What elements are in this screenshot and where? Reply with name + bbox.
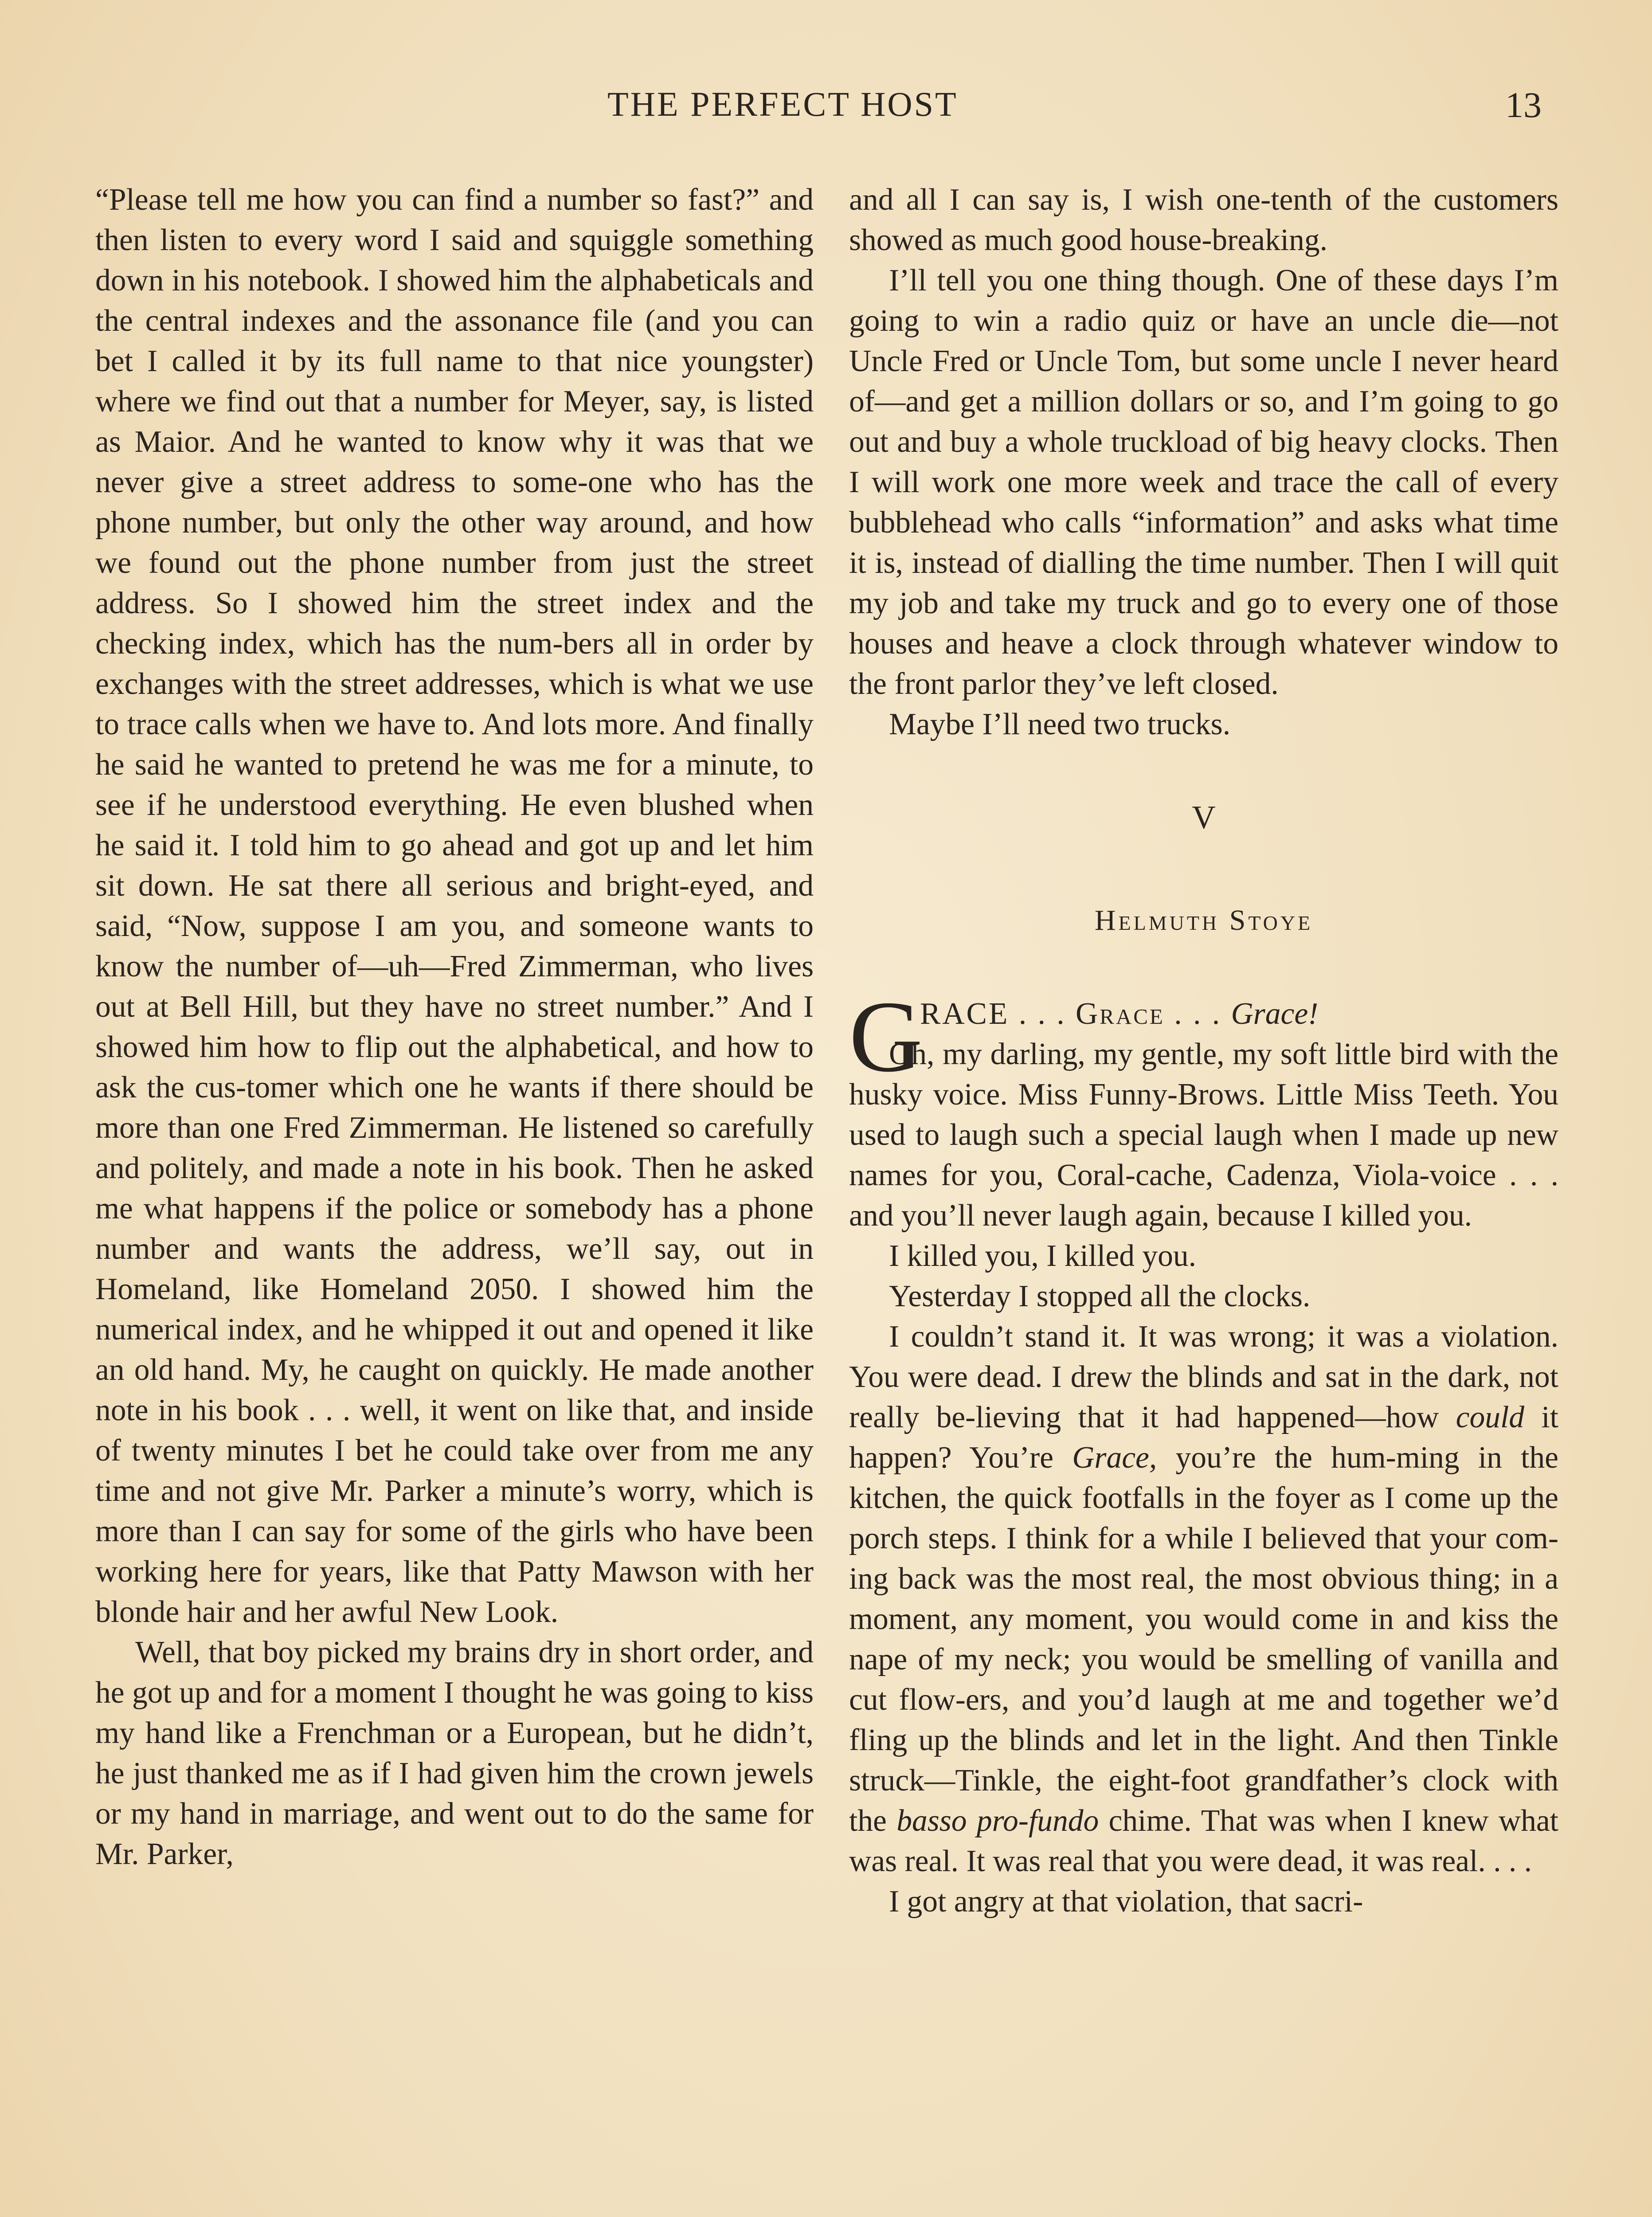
section-author: Helmuth Stoye — [1094, 904, 1313, 936]
paragraph: I killed you, I killed you. — [889, 1239, 1196, 1273]
drop-cap: G — [849, 980, 923, 1093]
section-number: V — [1192, 799, 1216, 836]
text-run: chime. That was when I knew what was real. It was real that you were dead, it was real. . . . — [849, 1804, 1558, 1878]
paragraph — [849, 1316, 1558, 1881]
emphasis: Grace, — [1072, 1441, 1157, 1475]
text-run: you’re the hum-ming in the kitchen, the quick footfalls in the foyer as I come up the porch steps. I think for a while I believed that your com-ing back was the most real, the most obvious thing; in a moment, any moment, you would come in and kiss the nape of my neck; you would be smelling of vanilla and cut flow-ers, and you’d laugh at me and together we’d fling up the blinds and let in the light. And then Tinkle struck—Tinkle, the eight-foot grandfather’s clock with the — [849, 1441, 1558, 1838]
paragraph: Oh, my darling, my gentle, my soft little bird with the husky voice. Miss Funny-Brows. Little Miss Teeth. You used to laugh such a special laugh when I made up new names for you, Coral-cache, Cadenza, Viola-voice . . . and you’ll never laugh again, because I killed you. — [849, 1037, 1558, 1233]
left-column — [95, 180, 814, 1874]
opening-emphasis: Grace! — [1231, 997, 1319, 1031]
paragraph: “Please tell me how you can find a number so fast?” and then listen to every word I said and squiggle something down in his notebook. I showed him the alphabeticals and the central indexes and the assonance file (and you can bet I called it by its full name to that nice youngster) where we find out that a number for Meyer, say, is listed as Maior. And he wanted to know why it was that we never give a street address to some-one who has the phone number, but only the other way around, and how we found out the phone number from just the street address. So I showed him the street index and the checking index, which has the num-bers all in order by exchanges with the street addresses, which is what we use to trace calls when we have to. And lots more. And finally he said he wanted to pretend he was me for a minute, to see if he understood everything. He even blushed when he said it. I told him to go ahead and got up and let him sit down. He sat there all serious and bright-eyed, and said, “Now, suppose I am you, and someone wants to know the number of—uh—Fred Zimmerman, who lives out at Bell Hill, but they have no street number.” And I showed him how to flip out the alphabetical, and how to ask the cus-tomer which one he wants if there should be more than one Fred Zimmerman. He listened so carefully and politely, and made a note in his book. Then he asked me what happens if the police or somebody has a phone number and wants the address, we’ll say, out in Homeland, like Homeland 2050. I showed him the numerical index, and he whipped it out and opened it like an old hand. My, he caught on quickly. He made another note in his book . . . well, it went on like that, and inside of twenty minutes I bet he could take over from me any time and not give Mr. Parker a minute’s worry, which is more than I can say for some of the girls who have been working here for years, like that Patty Mawson with her blonde hair and her awful New Look. — [95, 183, 814, 1629]
text-run: I couldn’t stand it. It was wrong; it was a violation. You were dead. I drew the blinds and sat in the dark, not really be-lieving that it had happened—how — [849, 1320, 1558, 1434]
right-column — [849, 180, 1558, 1922]
paragraph: and all I can say is, I wish one-tenth of the customers showed as much good house-breaking. — [849, 183, 1558, 257]
emphasis: could — [1456, 1400, 1525, 1434]
opening-words: RACE . . . Grace . . . — [920, 997, 1231, 1031]
paragraph: Yesterday I stopped all the clocks. — [889, 1279, 1311, 1313]
text-run: it happen? You’re — [849, 1400, 1558, 1475]
emphasis: basso pro-fundo — [896, 1804, 1099, 1838]
paragraph: Well, that boy picked my brains dry in short order, and he got up and for a moment I thought he was going to kiss my hand like a Frenchman or a European, but he didn’t, he just thanked me as if I had given him the crown jewels or my hand in marriage, and went out to do the same for Mr. Parker, — [95, 1635, 814, 1871]
paragraph: Maybe I’ll need two trucks. — [889, 707, 1231, 741]
page-number: 13 — [1505, 85, 1542, 125]
paragraph: I’ll tell you one thing though. One of these days I’m going to win a radio quiz or have an uncle die—not Uncle Fred or Uncle Tom, but some uncle I never heard of—and get a million dollars or so, and I’m going to go out and buy a whole truckload of big heavy clocks. Then I will work one more week and trace the call of every bubblehead who calls “information” and asks what time it is, instead of dialling the time number. Then I will quit my job and take my truck and go to every one of those houses and heave a clock through whatever window to the front parlor they’ve left closed. — [849, 263, 1558, 701]
running-title: THE PERFECT HOST — [607, 85, 958, 123]
page-header — [0, 84, 1652, 137]
opening-line — [849, 980, 1558, 1093]
paragraph: I got angry at that violation, that sacri- — [889, 1884, 1363, 1919]
